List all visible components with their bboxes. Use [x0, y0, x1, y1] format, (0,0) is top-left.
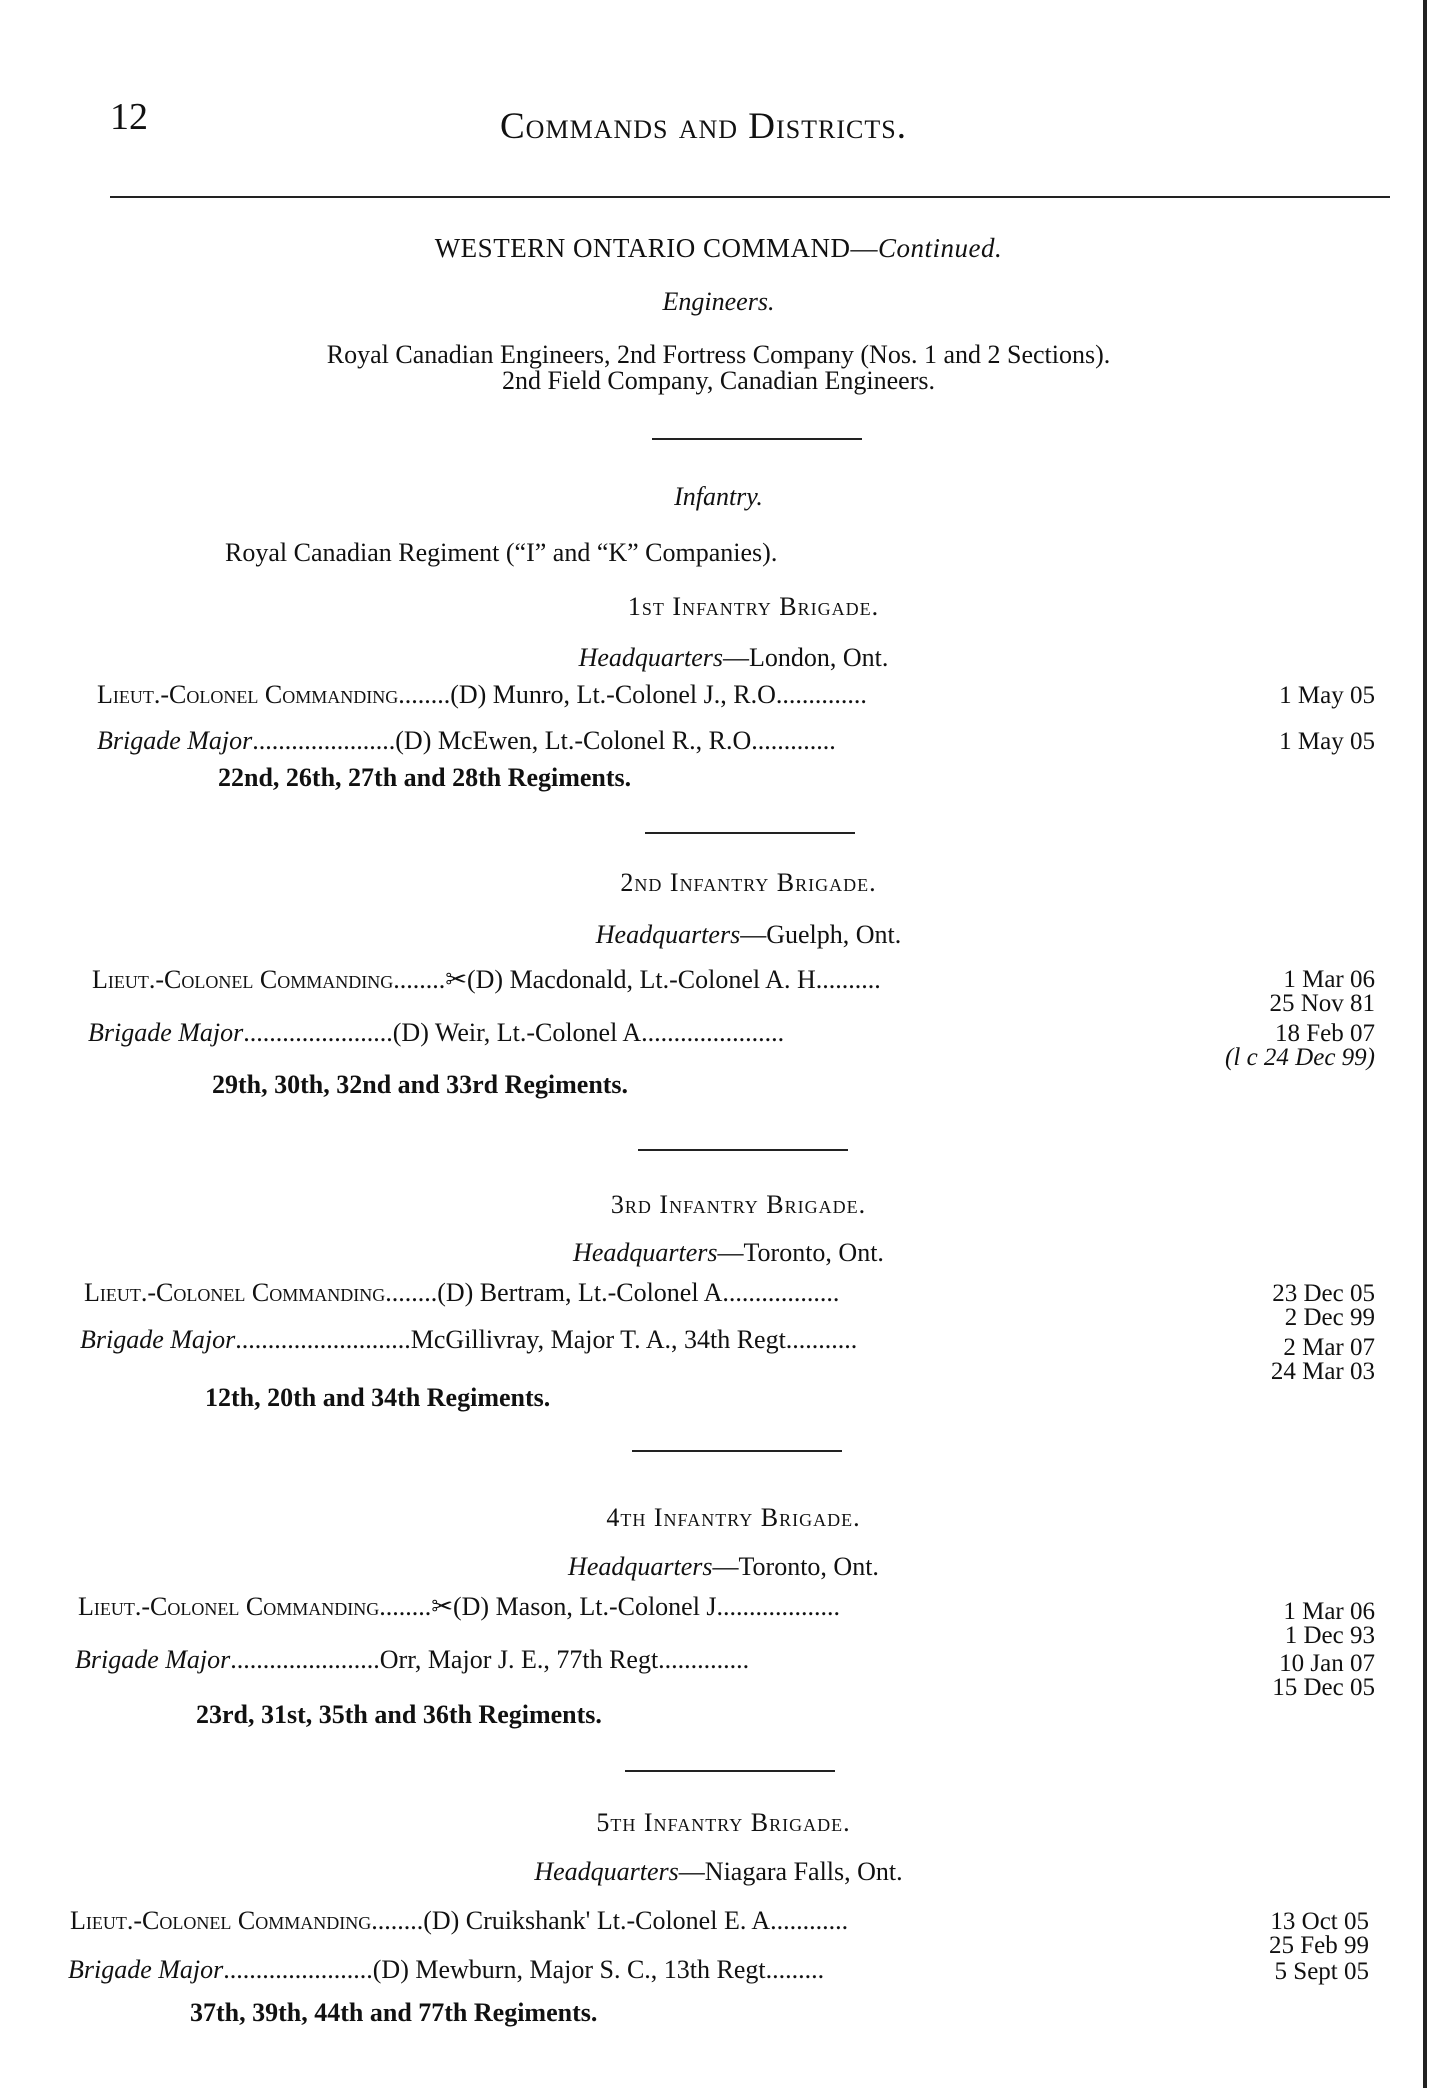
hq-label: Headquarters	[578, 643, 724, 672]
lc-text: ........✂(D) Macdonald, Lt.-Colonel A. H..........	[393, 965, 881, 994]
infantry-heading: Infantry.	[674, 482, 763, 511]
brigade-3-lc-dates	[1272, 1282, 1375, 1330]
date: 13 Oct 05	[1270, 1908, 1369, 1935]
brigade-5-hq	[0, 1857, 1437, 1887]
bm-label: Brigade Major	[80, 1325, 236, 1354]
hq-place: —Toronto, Ont.	[717, 1238, 884, 1267]
brigade-2-regiments: 29th, 30th, 32nd and 33rd Regiments.	[212, 1070, 629, 1099]
brigade-3-bm-dates	[1271, 1336, 1375, 1384]
brigade-5-bm-row	[68, 1955, 824, 1985]
brigade-1-lc-dates	[1279, 684, 1375, 708]
date: 1 Mar 06	[1283, 966, 1375, 993]
hq-place: —London, Ont.	[723, 643, 889, 672]
section-rule	[632, 1450, 842, 1452]
brigade-5-regiments: 37th, 39th, 44th and 77th Regiments.	[190, 1998, 598, 2027]
brigade-2-lc-row	[92, 965, 881, 995]
section-rule	[652, 438, 862, 440]
brigade-5-bm-dates	[1275, 1960, 1369, 1984]
command-title	[0, 233, 1437, 264]
infantry-line-1: Royal Canadian Regiment (“I” and “K” Companies).	[225, 538, 778, 567]
brigade-3-lc-row	[84, 1278, 839, 1308]
hq-label: Headquarters	[573, 1238, 718, 1267]
date: 2 Mar 07	[1283, 1334, 1375, 1361]
hq-label: Headquarters	[534, 1857, 679, 1886]
lc-text: ........(D) Bertram, Lt.-Colonel A..................	[385, 1278, 840, 1307]
engineers-line-1: Royal Canadian Engineers, 2nd Fortress Company (Nos. 1 and 2 Sections).	[326, 340, 1111, 369]
date: 2 Dec 99	[1284, 1304, 1375, 1331]
bm-label: Brigade Major	[68, 1955, 224, 1984]
brigade-5-lc-dates	[1269, 1910, 1369, 1958]
brigade-4-bm-row	[75, 1645, 749, 1675]
brigade-1-bm-row	[97, 726, 836, 756]
brigade-3-name: 3rd Infantry Brigade.	[610, 1190, 867, 1219]
brigade-5-lc-row	[70, 1906, 848, 1936]
bm-text: .......................(D) Mewburn, Major S. C., 13th Regt.........	[223, 1955, 825, 1984]
hq-label: Headquarters	[568, 1552, 713, 1581]
engineers-heading: Engineers.	[662, 287, 775, 316]
bm-text: ...........................McGillivray, Major T. A., 34th Regt...........	[235, 1325, 858, 1354]
running-head: Commands and Districts.	[500, 106, 907, 147]
section-rule	[625, 1770, 835, 1772]
lc-label: Lieut.-Colonel Commanding	[70, 1906, 372, 1935]
bm-text: ......................(D) McEwen, Lt.-Colonel R., R.O.............	[252, 726, 836, 755]
brigade-4-hq	[5, 1552, 1437, 1582]
bm-text: .......................(D) Weir, Lt.-Colonel A......................	[243, 1018, 785, 1047]
brigade-4-lc-row	[78, 1592, 840, 1622]
lc-label: Lieut.-Colonel Commanding	[84, 1278, 386, 1307]
hq-place: —Guelph, Ont.	[740, 920, 902, 949]
section-rule	[645, 832, 855, 834]
lc-text: ........(D) Cruikshank' Lt.-Colonel E. A............	[371, 1906, 849, 1935]
bm-text: .......................Orr, Major J. E., 77th Regt..............	[230, 1645, 750, 1674]
brigade-4-name: 4th Infantry Brigade.	[606, 1503, 861, 1532]
bm-label: Brigade Major	[88, 1018, 244, 1047]
command-title-text: WESTERN ONTARIO COMMAND—	[434, 233, 879, 263]
command-continued: Continued.	[878, 233, 1003, 263]
date: 23 Dec 05	[1272, 1280, 1375, 1307]
date-note: (l c 24 Dec 99)	[1225, 1044, 1375, 1071]
brigade-4-regiments: 23rd, 31st, 35th and 36th Regiments.	[196, 1700, 602, 1729]
brigade-5-name: 5th Infantry Brigade.	[596, 1808, 851, 1837]
engineers-line-2: 2nd Field Company, Canadian Engineers.	[501, 366, 935, 395]
brigade-2-bm-row	[88, 1018, 784, 1048]
date: 25 Nov 81	[1269, 990, 1375, 1017]
hq-label: Headquarters	[595, 920, 741, 949]
hq-place: —Niagara Falls, Ont.	[678, 1857, 903, 1886]
lc-label: Lieut.-Colonel Commanding	[78, 1592, 380, 1621]
brigade-1-regiments: 22nd, 26th, 27th and 28th Regiments.	[218, 763, 632, 792]
header-rule	[110, 196, 1390, 198]
brigade-2-bm-dates	[1225, 1022, 1375, 1070]
date: 10 Jan 07	[1279, 1650, 1375, 1677]
brigade-3-regiments: 12th, 20th and 34th Regiments.	[205, 1383, 551, 1412]
page-number: 12	[110, 96, 148, 138]
brigade-1-lc-row	[97, 680, 867, 710]
section-rule	[638, 1149, 848, 1151]
date: 1 Dec 93	[1284, 1622, 1375, 1649]
brigade-2-name: 2nd Infantry Brigade.	[620, 868, 877, 897]
brigade-3-bm-row	[80, 1325, 857, 1355]
date: 1 May 05	[1279, 728, 1375, 755]
date: 1 Mar 06	[1283, 1598, 1375, 1625]
lc-label: Lieut.-Colonel Commanding	[97, 680, 399, 709]
date: 18 Feb 07	[1275, 1020, 1375, 1047]
lc-text: ........✂(D) Mason, Lt.-Colonel J...................	[379, 1592, 841, 1621]
lc-label: Lieut.-Colonel Commanding	[92, 965, 394, 994]
brigade-1-bm-dates	[1279, 730, 1375, 754]
brigade-1-name: 1st Infantry Brigade.	[627, 592, 880, 621]
bm-label: Brigade Major	[97, 726, 253, 755]
brigade-4-lc-dates	[1283, 1600, 1375, 1648]
brigade-4-bm-dates	[1272, 1652, 1375, 1700]
date: 1 May 05	[1279, 682, 1375, 709]
brigade-2-hq	[30, 920, 1437, 950]
date: 25 Feb 99	[1269, 1932, 1369, 1959]
brigade-2-lc-dates	[1269, 968, 1375, 1016]
bm-label: Brigade Major	[75, 1645, 231, 1674]
brigade-3-hq	[10, 1238, 1437, 1268]
date: 24 Mar 03	[1270, 1358, 1375, 1385]
hq-place: —Toronto, Ont.	[712, 1552, 879, 1581]
date: 5 Sept 05	[1274, 1958, 1369, 1985]
date: 15 Dec 05	[1272, 1674, 1375, 1701]
lc-text: ........(D) Munro, Lt.-Colonel J., R.O..............	[398, 680, 867, 709]
brigade-1-hq	[15, 643, 1437, 673]
